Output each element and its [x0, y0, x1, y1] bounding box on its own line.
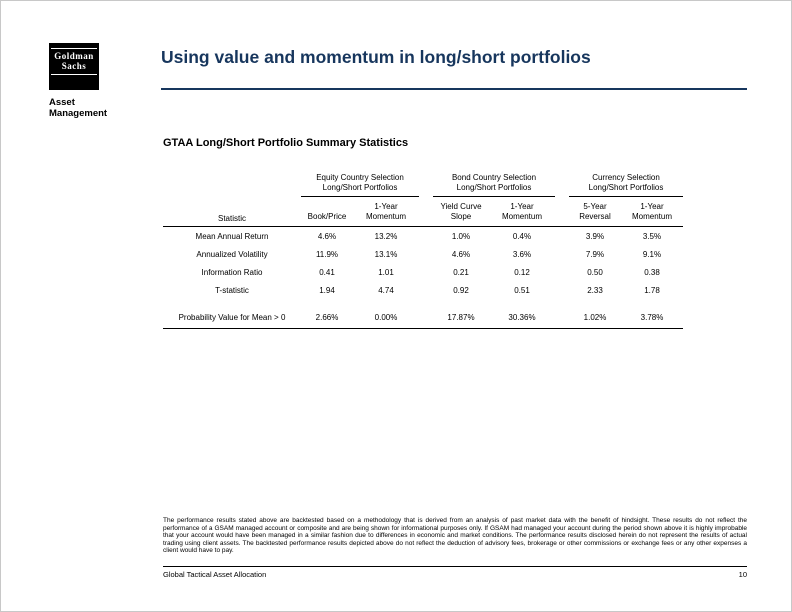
table-container [163, 173, 683, 329]
division-line-management: Management [49, 107, 108, 119]
table-cell: 1.0% [451, 231, 471, 241]
column-header-yield-curve-slope [433, 196, 489, 226]
spacer-cell [555, 263, 569, 281]
table-cell: 1.02% [569, 299, 621, 329]
footer [163, 566, 747, 579]
row-label: Probability Value for Mean > 0 [163, 299, 301, 329]
table-cell: 13.1% [374, 249, 398, 259]
table-cell: 0.00% [353, 299, 419, 329]
page-number: 10 [738, 570, 747, 579]
logo-text-goldman: Goldman [54, 51, 94, 61]
table-cell: 3.9% [585, 231, 605, 241]
table-cell: 17.87% [433, 299, 489, 329]
statistic-column-header: Statistic [163, 196, 301, 226]
group-header-line: Equity Country Selection [316, 173, 404, 182]
column-header-line: Reversal [579, 212, 611, 222]
table-cell: 1.01 [378, 267, 394, 277]
table-cell: 0.4% [512, 231, 532, 241]
row-label: Mean Annual Return [195, 231, 269, 241]
table-cell: 0.51 [514, 285, 530, 295]
group-header-bond [433, 173, 555, 196]
column-header-5y-reversal [569, 196, 621, 226]
row-label: Annualized Volatility [196, 249, 268, 259]
table-cell: 0.12 [514, 267, 530, 277]
table-cell: 9.1% [642, 249, 662, 259]
table-cell: 3.78% [621, 299, 683, 329]
empty-cell [163, 173, 301, 196]
table-cell: 4.6% [451, 249, 471, 259]
table-cell: 4.6% [317, 231, 337, 241]
group-header-line: Bond Country Selection [451, 173, 537, 182]
table-cell: 1.78 [644, 285, 660, 295]
table-cell: 3.6% [512, 249, 532, 259]
spacer-cell [555, 173, 569, 196]
table-cell: 0.38 [644, 267, 660, 277]
group-header-line: Long/Short Portfolios [456, 183, 532, 193]
spacer-cell [419, 226, 433, 245]
division-line-asset: Asset [49, 97, 75, 108]
table-row [163, 281, 683, 299]
title-rule [161, 88, 747, 90]
logo-text-sachs: Sachs [61, 61, 87, 72]
table-cell: 13.2% [374, 231, 398, 241]
table-cell: 0.92 [453, 285, 469, 295]
table-cell: 0.21 [453, 267, 469, 277]
column-header-line: 1-Year [374, 201, 398, 211]
spacer-cell [555, 281, 569, 299]
spacer-cell [419, 196, 433, 226]
disclaimer-text: The performance results stated above are backtested based on a methodology that is derived from an analysis of past market data with the benefit of hindsight. These results do not reflect the performance of a GSAM managed account or composite and are being shown for informational purposes only. If GSAM had managed your account during the period shown above it is highly improbable that your account would have been managed in a similar fashion due to differences in economic and market conditions. The performance results disclosed herein do not represent the results of actual trading using client assets. The backtested performance results depicted above do not reflect the deduction of advisory fees, brokerage or other commissions or exchange fees or any other expenses a client would have to pay. [163, 517, 747, 555]
group-header-row [163, 173, 683, 196]
table-title: GTAA Long/Short Portfolio Summary Statistics [163, 137, 409, 149]
column-header-1y-momentum-bond [489, 196, 555, 226]
spacer-cell [419, 173, 433, 196]
spacer-cell [419, 263, 433, 281]
division-label [49, 98, 107, 120]
group-header-equity [301, 173, 419, 196]
column-header-1y-momentum-equity [353, 196, 419, 226]
table-cell: 0.41 [319, 267, 335, 277]
table-cell: 30.36% [489, 299, 555, 329]
table-cell: 11.9% [315, 249, 339, 259]
group-header-line: Long/Short Portfolios [322, 183, 398, 193]
table-cell: 2.33 [587, 285, 603, 295]
column-header-line: Slope [450, 212, 472, 222]
group-header-currency [569, 173, 683, 196]
column-header-line: Yield Curve [440, 201, 482, 211]
column-header-line: Momentum [501, 212, 542, 222]
logo-text [51, 48, 97, 75]
column-header-1y-momentum-currency [621, 196, 683, 226]
column-header-line: Momentum [631, 212, 672, 222]
table-row [163, 226, 683, 245]
table-row [163, 263, 683, 281]
summary-statistics-table [163, 173, 683, 329]
column-header-line: 1-Year [510, 201, 534, 211]
table-cell: 4.74 [378, 285, 394, 295]
group-header-line: Long/Short Portfolios [588, 183, 664, 193]
group-header-line: Currency Selection [592, 173, 660, 182]
table-row [163, 299, 683, 329]
column-header-line: Book/Price [307, 212, 347, 222]
slide-title: Using value and momentum in long/short portfolios [161, 47, 591, 67]
spacer-cell [555, 299, 569, 329]
column-header-row [163, 196, 683, 226]
row-label: T-statistic [215, 285, 249, 295]
spacer-cell [419, 245, 433, 263]
table-cell: 2.66% [301, 299, 353, 329]
spacer-cell [555, 245, 569, 263]
spacer-cell [419, 299, 433, 329]
table-cell: 7.9% [585, 249, 605, 259]
spacer-cell [555, 196, 569, 226]
row-label: Information Ratio [201, 267, 263, 277]
column-header-line: Momentum [365, 212, 406, 222]
table-row [163, 245, 683, 263]
spacer-cell [555, 226, 569, 245]
column-header-book-price [301, 196, 353, 226]
table-cell: 0.50 [587, 267, 603, 277]
goldman-sachs-logo [49, 43, 99, 90]
table-cell: 3.5% [642, 231, 662, 241]
column-header-line: 5-Year [583, 201, 607, 211]
footer-title: Global Tactical Asset Allocation [163, 570, 267, 579]
column-header-line: 1-Year [640, 201, 664, 211]
table-cell: 1.94 [319, 285, 335, 295]
spacer-cell [419, 281, 433, 299]
